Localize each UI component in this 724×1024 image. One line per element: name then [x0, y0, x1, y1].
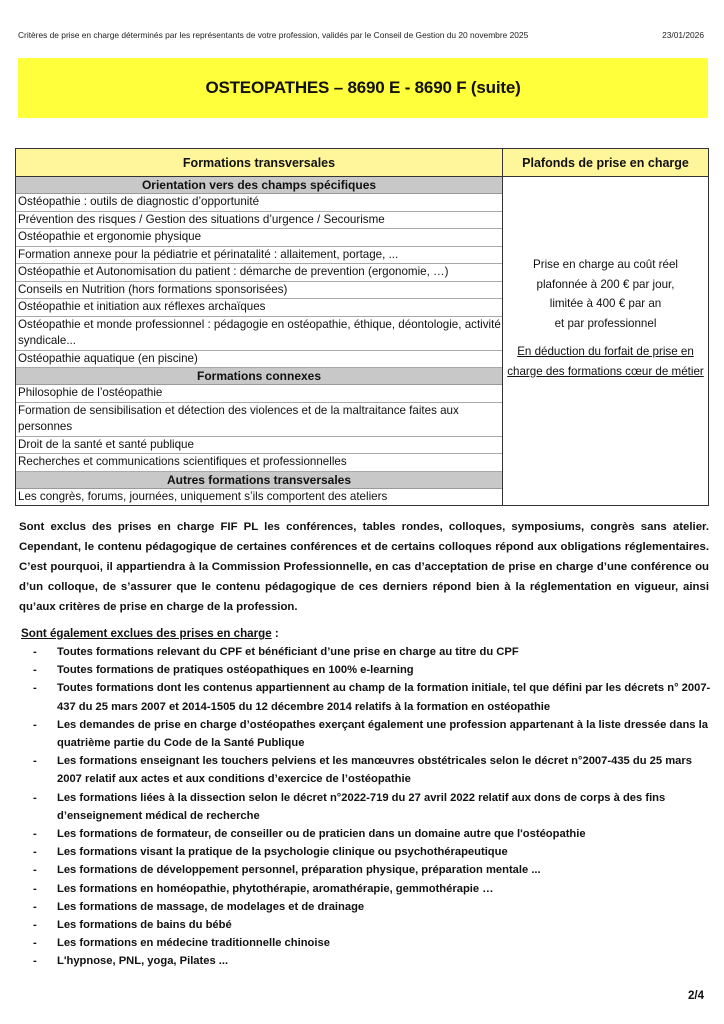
document-date: 23/01/2026	[662, 30, 704, 40]
table-row: Ostéopathie : outils de diagnostic d’opportunité	[16, 194, 502, 212]
list-item: - Les formations de bains du bébé	[21, 916, 711, 934]
criteria-header	[18, 30, 706, 40]
plafond-line: plafonnée à 200 € par jour,	[536, 277, 675, 291]
plafond-line: et par professionnel	[554, 316, 657, 330]
list-item: - Les formations de massage, de modelages et de drainage	[21, 898, 711, 916]
exclusions-title-suffix: :	[271, 627, 279, 640]
table-row: Recherches et communications scientifiques et professionnelles	[16, 454, 502, 472]
deduction-note: En déduction du forfait de prise en charge des formations cœur de métier	[507, 345, 704, 378]
criteria-text: Critères de prise en charge déterminés par les représentants de votre profession, validés par le Conseil de Gestion du 20 novembre 2025	[18, 30, 529, 40]
list-item: - Les formations en médecine traditionnelle chinoise	[21, 934, 711, 952]
list-item: - L'hypnose, PNL, yoga, Pilates ...	[21, 952, 711, 970]
list-item: - Les formations de formateur, de conseiller ou de praticien dans un domaine autre que l'ostéopathie	[21, 825, 711, 843]
table-row: Droit de la santé et santé publique	[16, 437, 502, 455]
list-item: - Toutes formations dont les contenus appartiennent au champ de la formation initiale, tel que défini par les décrets n° 2007-437 du 25 mars 2007 et 2014-1505 du 12 décembre 2014 relatifs à la formation en ostéopathie	[21, 679, 711, 715]
exclusions-title-text: Sont également exclues des prises en charge	[21, 627, 272, 640]
exclusion-paragraph: Sont exclus des prises en charge FIF PL les conférences, tables rondes, colloques, symposiums, congrès sans atelier. Cependant, le contenu pédagogique de certaines conférences et de certains colloques répond aux obligations réglementaires. C’est pourquoi, il appartiendra à la Commission Professionnelle, en cas d’acceptation de prise en charge d’une conférence ou d’un colloque, de s’assurer que le contenu pédagogique de ces derniers répond bien à la réglementation en vigueur, ainsi qu’aux critères de prise en charge de la profession.	[19, 521, 709, 613]
plafond-line: Prise en charge au coût réel	[532, 258, 678, 271]
plafonds-column	[503, 149, 708, 505]
table-row: Ostéopathie aquatique (en piscine)	[16, 351, 502, 369]
page-number: 2/4	[688, 990, 704, 1002]
list-item: - Les demandes de prise en charge d’ostéopathes exerçant également une profession appartenant à la liste dressée dans la quatrième partie du Code de la Santé Publique	[21, 716, 711, 752]
exclusions-list	[21, 643, 711, 971]
plafonds-body	[503, 177, 708, 505]
table-row: Formation annexe pour la pédiatrie et périnatalité : allaitement, portage, ...	[16, 247, 502, 265]
table-row: Prévention des risques / Gestion des situations d’urgence / Secourisme	[16, 212, 502, 230]
title-band	[18, 58, 708, 118]
table-row: Ostéopathie et monde professionnel : pédagogie en ostéopathie, éthique, déontologie, activité syndicale...	[16, 317, 502, 351]
table-row: Ostéopathie et Autonomisation du patient : démarche de prevention (ergonomie, …)	[16, 264, 502, 282]
page-title: OSTEOPATHES – 8690 E - 8690 F (suite)	[205, 78, 521, 97]
table-row: Philosophie de l’ostéopathie	[16, 385, 502, 403]
list-item: - Les formations enseignant les touchers pelviens et les manœuvres obstétricales selon le décret n°2007-435 du 25 mars 2007 relatif aux actes et aux conditions d’exercice de l’ostéopathie	[21, 752, 711, 788]
section-header: Autres formations transversales	[16, 472, 502, 489]
list-item: - Les formations liées à la dissection selon le décret n°2022-719 du 27 avril 2022 relatif aux dons de corps à des fins d’enseignement médical de recherche	[21, 789, 711, 825]
table-row: Ostéopathie et initiation aux réflexes archaïques	[16, 299, 502, 317]
list-item: - Toutes formations relevant du CPF et bénéficiant d’une prise en charge au titre du CPF	[21, 643, 711, 661]
section-header: Orientation vers des champs spécifiques	[16, 177, 502, 194]
list-item: - Les formations de développement personnel, préparation physique, préparation mentale ...	[21, 861, 711, 879]
formations-table	[15, 148, 709, 506]
plafond-line: limitée à 400 € par an	[549, 297, 662, 310]
table-row: Conseils en Nutrition (hors formations sponsorisées)	[16, 282, 502, 300]
exclusions-title	[21, 625, 711, 643]
table-row: Les congrès, forums, journées, uniquement s’ils comportent des ateliers	[18, 489, 388, 503]
list-item: - Toutes formations de pratiques ostéopathiques en 100% e-learning	[21, 661, 711, 679]
table-row: Ostéopathie et ergonomie physique	[16, 229, 502, 247]
formations-sections	[16, 177, 502, 505]
section-header: Formations connexes	[16, 368, 502, 385]
exclusions-section	[21, 625, 711, 971]
formations-header: Formations transversales	[16, 149, 502, 177]
table-row: Formation de sensibilisation et détection des violences et de la maltraitance faites aux personnes	[16, 403, 502, 437]
formations-column	[16, 149, 503, 505]
plafonds-header: Plafonds de prise en charge	[503, 149, 708, 177]
list-item: - Les formations visant la pratique de la psychologie clinique ou psychothérapeutique	[21, 843, 711, 861]
list-item: - Les formations en homéopathie, phytothérapie, aromathérapie, gemmothérapie …	[21, 880, 711, 898]
